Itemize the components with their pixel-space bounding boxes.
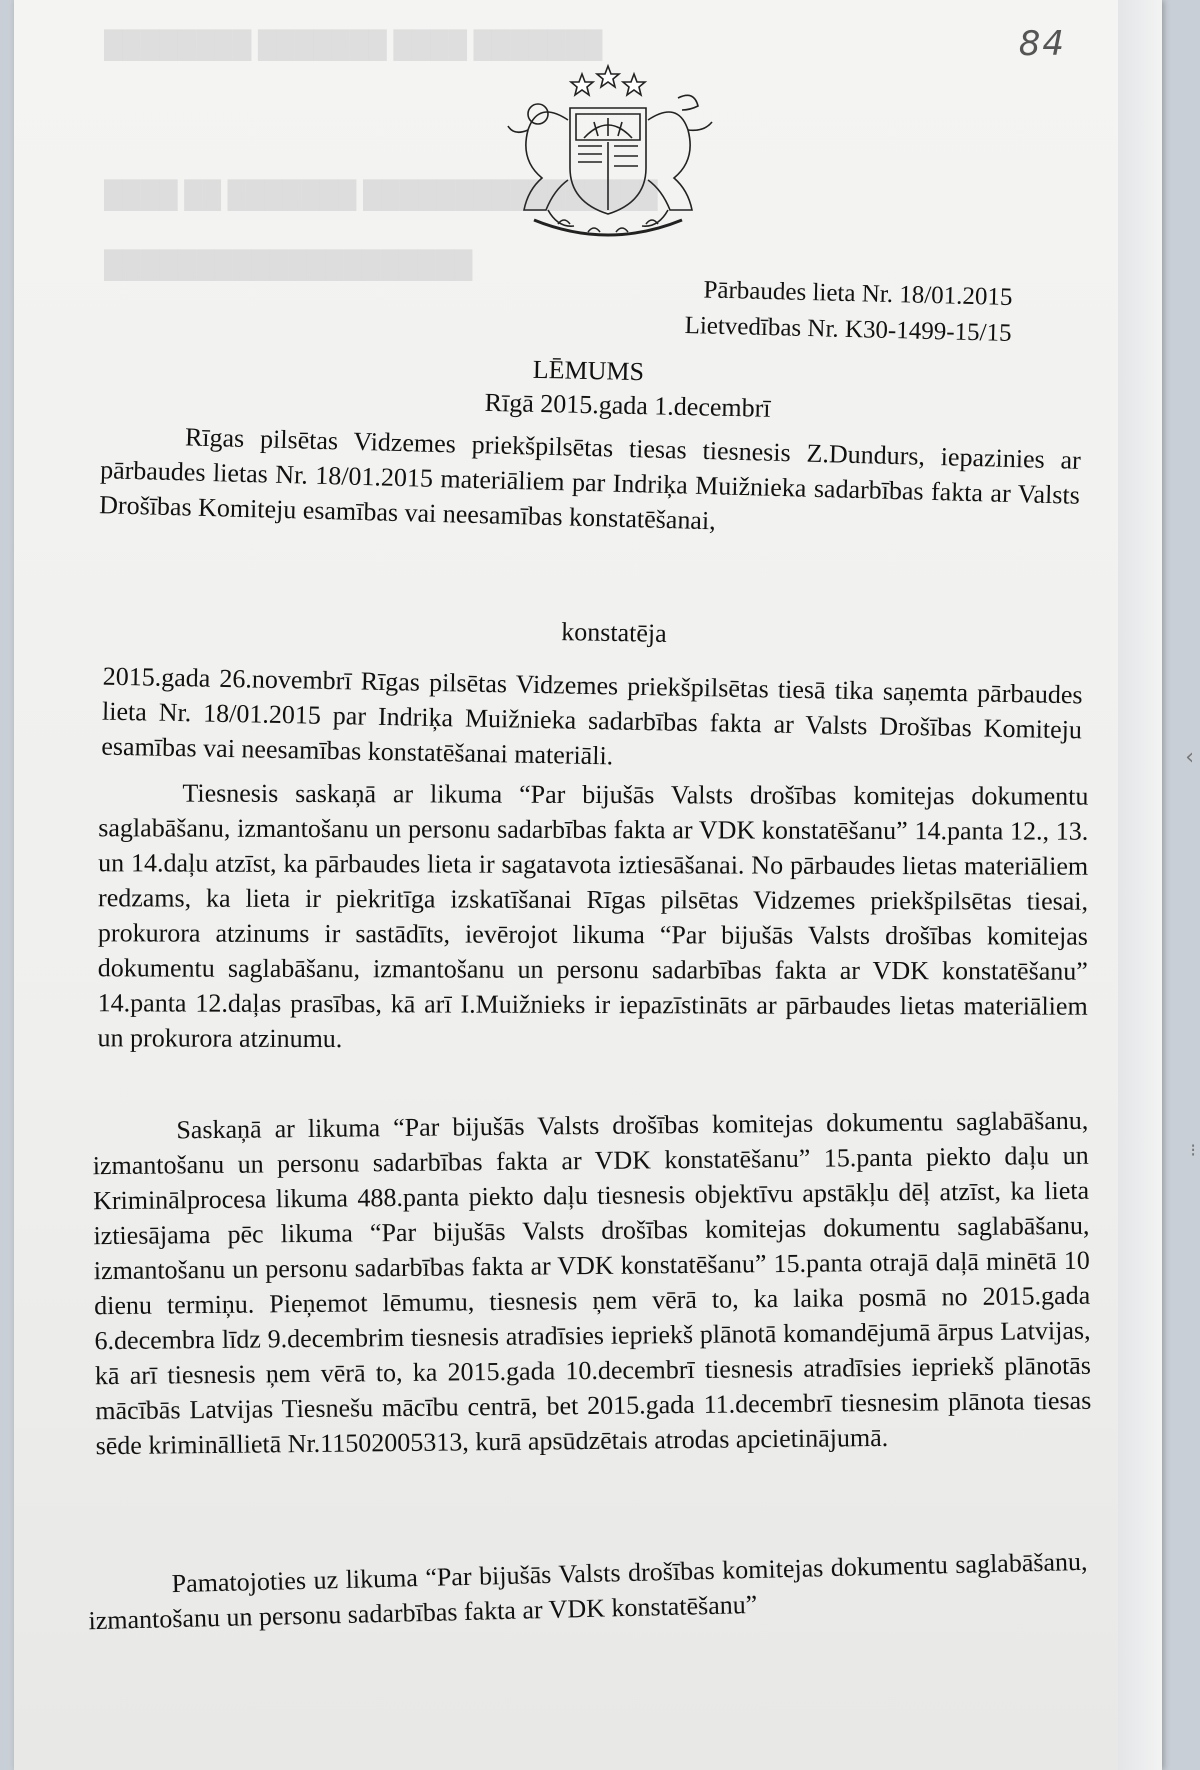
case-references: [684, 272, 1013, 352]
registry-number: Lietvedības Nr. K30-1499-15/15: [684, 312, 1012, 347]
bleed-through-text: ████████████████████: [104, 250, 473, 279]
section-heading: konstatēja: [561, 617, 667, 648]
place-date: Rīgā 2015.gada 1.decembrī: [484, 387, 771, 423]
paragraph-term: Saskaņā ar likuma “Par bijušās Valsts drošības komitejas dokumentu saglabāšanu, izmantošanu un personu sadarbības fakta ar VDK konstatēšanu” 15.panta piekto daļu un Kriminālprocesa likuma 488.panta piekto daļu tiesnesis objektīvu apstākļu dēļ atzīst, ka lieta iztiesājama pēc likuma “Par bijušās Valsts drošības komitejas dokumentu saglabāšanu, izmantošanu un personu sadarbības fakta ar VDK konstatēšanu” 15.panta otrajā daļā minētā 10 dienu termiņu. Pieņemot lēmumu, tiesnesis ņem vērā to, ka laika posmā no 2015.gada 6.decembra līdz 9.decembrim tiesnesis atradīsies iepriekš plānotā komandējumā ārpus Latvijas, kā arī tiesnesis ņem vērā to, ka 2015.gada 10.decembrī tiesnesis atradīsies iepriekš plānotās mācībās Latvijas Tiesnešu mācību centrā, bet 2015.gada 11.decembrī tiesnesim plānota tiesas sēde krimināllietā Nr.11502005313, kurā apsūdzētais atrodas apcietinājumā.: [92, 1105, 1092, 1461]
margin-pen-mark: ‹: [1185, 745, 1194, 770]
decision-title: LĒMUMS: [532, 354, 645, 387]
handwritten-page-number: 84: [1018, 24, 1066, 64]
bleed-through-text: ████ ██ ███████ ████████████████: [104, 180, 658, 209]
margin-pen-mark: ⁝: [1190, 1140, 1196, 1161]
document-page: [14, 0, 1162, 1770]
paragraph-intro: Rīgas pilsētas Vidzemes priekšpilsētas tiesas tiesnesis Z.Dundurs, iepazinies ar pārbaudes lietas Nr. 18/01.2015 materiāliem par Indriķa Muižnieka sadarbības fakta ar Valsts Drošības Komiteju esamības vai neesamības konstatēšanai,: [98, 422, 1082, 536]
latvian-coat-of-arms-emblem: [498, 60, 718, 240]
bleed-through-text: ████████ ███████ ████ ███████: [104, 30, 603, 59]
paragraph-basis: Pamatojoties uz likuma “Par bijušās Valsts drošības komitejas dokumentu saglabāšanu, izmantošanu un personu sadarbības fakta ar VDK konstatēšanu”: [88, 1546, 1088, 1636]
paragraph-receipt: 2015.gada 26.novembrī Rīgas pilsētas Vidzemes priekšpilsētas tiesā tika saņemta pārbaudes lieta Nr. 18/01.2015 par Indriķa Muižnieka sadarbības fakta ar Valsts Drošības Komiteju esamības vai neesamības konstatēšanai materiāli.: [101, 661, 1083, 771]
page-edge: [1118, 0, 1162, 1770]
case-number: Pārbaudes lieta Nr. 18/01.2015: [703, 276, 1013, 311]
paragraph-preparation: Tiesnesis saskaņā ar likuma “Par bijušās Valsts drošības komitejas dokumentu saglabāšanu, izmantošanu un personu sadarbības fakta ar VDK konstatēšanu” 14.panta 12., 13. un 14.daļu atzīst, ka pārbaudes lieta ir sagatavota iztiesāšanai. No pārbaudes lietas materiāliem redzams, ka lieta ir piekritīga izskatīšanai Rīgas pilsētas Vidzemes priekšpilsētas tiesai, prokurora atzinums ir sastādīts, ievērojot likuma “Par bijušās Valsts drošības komitejas dokumentu saglabāšanu, izmantošanu un personu sadarbības fakta ar VDK konstatēšanu” 14.panta 12.daļas prasības, kā arī I.Muižnieks ir iepazīstināts ar pārbaudes lietas materiāliem un prokurora atzinumu.: [97, 778, 1089, 1054]
